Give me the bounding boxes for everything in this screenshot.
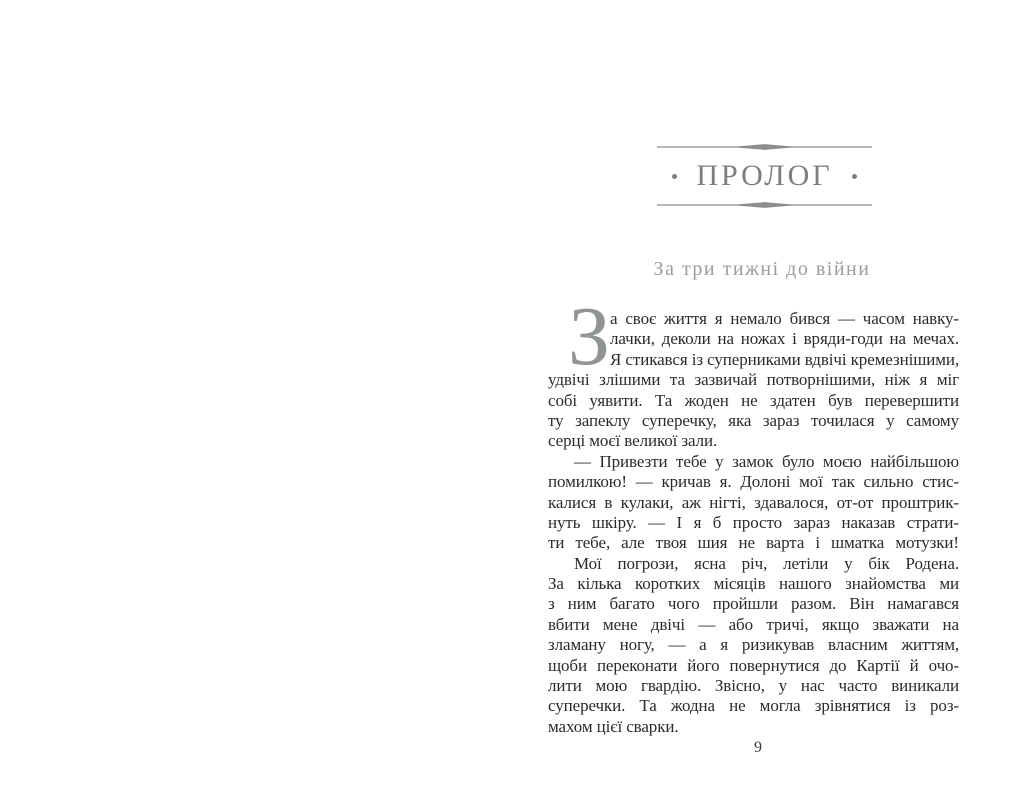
paragraph (548, 452, 959, 554)
text-line: ти тебе, але твоя шия не варта і шматка мотузки! (548, 533, 959, 553)
section-subtitle: За три тижні до війни (653, 258, 871, 280)
text-line: собі уявити. Та жоден не здатен був перевершити (548, 390, 959, 410)
text-line: Мої погрози, ясна річ, летіли у бік Родена. (574, 553, 959, 573)
text-line: Я стикався із суперниками вдвічі кремезнішими, (610, 349, 959, 369)
body-text (548, 290, 959, 737)
divider-ornament-bottom-icon (657, 199, 872, 211)
text-line: суперечки. Та жодна не могла зрівнятися із роз- (548, 696, 959, 716)
drop-cap: З (568, 290, 610, 383)
text-line: — Привезти тебе у замок було моєю найбільшою (574, 451, 959, 471)
text-line: серці моєї великої зали. (548, 431, 718, 451)
chapter-heading (657, 141, 872, 211)
chapter-title: ПРОЛОГ (696, 159, 833, 192)
divider-ornament-top-icon (657, 141, 872, 153)
paragraph (548, 554, 959, 738)
paragraph (548, 290, 959, 452)
text-line: удвічі злішими та зазвичай потворнішими, ніж я міг (548, 370, 959, 390)
text-line: зламану ногу, — а я ризикував власним життям, (548, 635, 959, 655)
text-line: махом цієї сварки. (548, 716, 679, 736)
text-line: нуть шкіру. — І я б просто зараз наказав страти- (548, 512, 959, 532)
text-line: ту запеклу суперечку, яка зараз точилася у самому (548, 410, 959, 430)
text-line: лити мою гвардію. Звісно, у нас часто виникали (548, 676, 959, 696)
text-line: За кілька коротких місяців нашого знайомства ми (548, 574, 959, 594)
text-line: а своє життя я немало бився — часом навку- (610, 309, 959, 328)
text-line: калися в кулаки, аж нігті, здавалося, от-от проштрик- (548, 492, 959, 512)
chapter-title-row (657, 153, 872, 199)
text-line: вбити мене двічі — або тричі, якщо зважати на (548, 614, 959, 634)
text-line: щоби переконати його повернутися до Картії й очо- (548, 655, 959, 675)
title-right-dot-icon (852, 174, 857, 179)
page-number: 9 (754, 739, 762, 756)
text-line: лачки, деколи на ножах і вряди-годи на мечах. (610, 329, 959, 349)
title-left-dot-icon (672, 174, 677, 179)
text-line: помилкою! — кричав я. Долоні мої так сильно стис- (548, 472, 959, 492)
text-line: з ним багато чого пройшли разом. Він намагався (548, 594, 959, 614)
